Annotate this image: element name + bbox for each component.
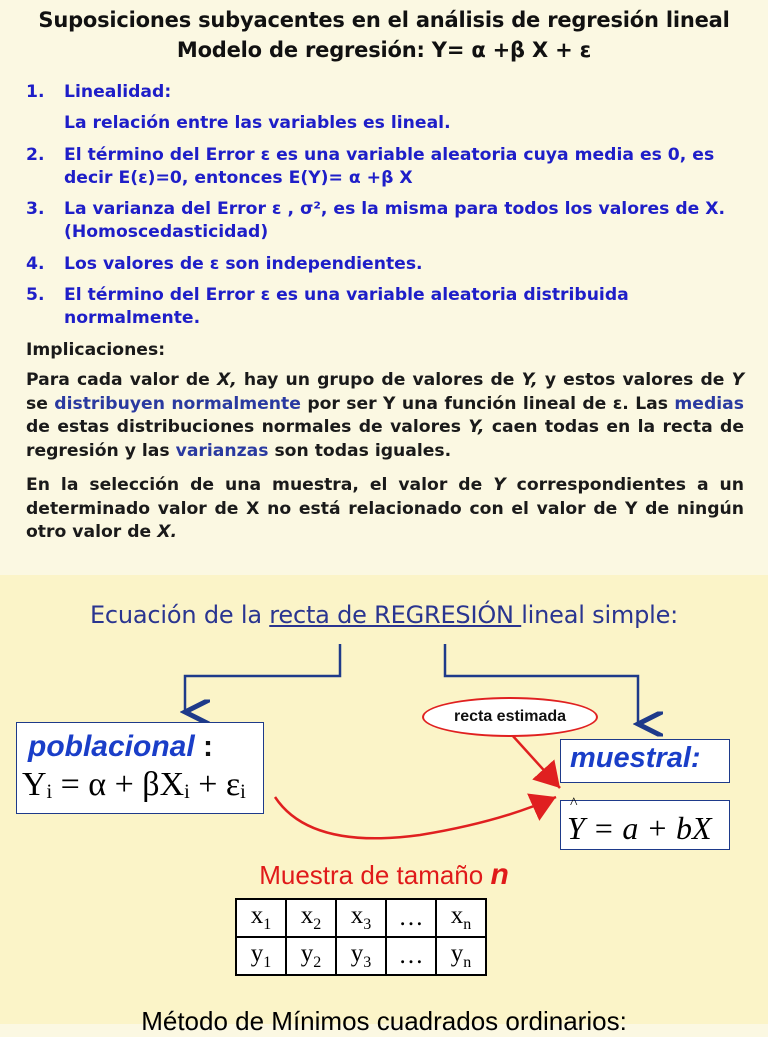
item-text: La varianza del Error ε , σ², es la misma para todos los valores de X. (Homoscedasticidad) <box>64 199 726 242</box>
page-title: Suposiciones subyacentes en el análisis de regresión lineal <box>38 8 730 32</box>
left-connector-arrow <box>185 644 340 712</box>
sample-label: muestral: <box>570 742 701 774</box>
implications-heading: Implicaciones: <box>26 340 166 360</box>
implications-paragraph-2: En la selección de una muestra, el valor de Y correspondientes a un determinado valor de X no está relacionado con el valor de Y de ningún otro valor de X. <box>26 475 744 542</box>
table-cell: $x_1$ <box>236 899 286 937</box>
table-cell: … <box>386 899 436 937</box>
highlight-distribuyen: distribuyen normalmente <box>54 393 301 414</box>
item-number: 5. <box>26 285 45 305</box>
item-number: 2. <box>26 145 45 165</box>
table-cell: $x_n$ <box>436 899 486 937</box>
table-cell: $x_2$ <box>286 899 336 937</box>
item-text: El término del Error ε es una variable aleatoria distribuida normalmente. <box>64 285 629 328</box>
item-text: El término del Error ε es una variable aleatoria cuya media es 0, es decir E(ε)=0, entonces E(Y)= α +β X <box>64 145 715 188</box>
sample-size-caption: Muestra de tamaño n <box>259 858 509 891</box>
truncated-heading: Método de Mínimos cuadrados ordinarios: <box>141 1006 627 1036</box>
table-cell: $x_3$ <box>336 899 386 937</box>
table-row <box>236 899 486 937</box>
table-cell: $y_3$ <box>336 937 386 975</box>
table-cell: $y_1$ <box>236 937 286 975</box>
item-number: 4. <box>26 254 45 274</box>
highlight-varianzas: varianzas <box>175 440 269 461</box>
table-cell: $y_n$ <box>436 937 486 975</box>
population-equation: Yᵢ = α + βXᵢ + εᵢ <box>22 766 246 803</box>
item-number: 1. <box>26 82 45 102</box>
hat-symbol: ^ <box>570 795 578 812</box>
estimated-line-bubble: recta estimada <box>422 697 598 737</box>
estimada-pointer-arrow <box>512 735 560 788</box>
table-cell: $y_2$ <box>286 937 336 975</box>
highlight-medias: medias <box>674 393 744 414</box>
sample-table <box>235 898 487 976</box>
table-row <box>236 937 486 975</box>
sample-equation: Y = a + bX <box>567 810 712 846</box>
population-label: poblacional : <box>28 730 214 763</box>
implications-paragraph-1: Para cada valor de X, hay un grupo de valores de Y, y estos valores de Y se distribuyen normalmente por ser Y una función lineal de ε. Las medias de estas distribuciones normales de valores Y, caen todas en la recta de regresión y las varianzas son todas iguales. <box>26 370 745 461</box>
item-number: 3. <box>26 199 45 219</box>
regression-heading: Ecuación de la recta de REGRESIÓN lineal simple: <box>89 601 679 629</box>
item-subtext: La relación entre las variables es lineal. <box>64 113 451 133</box>
item-text: Linealidad: <box>64 82 172 102</box>
estimation-curve-arrow <box>275 797 556 838</box>
item-text: Los valores de ε son independientes. <box>64 254 423 274</box>
model-title: Modelo de regresión: Y= α +β X + ε <box>176 38 592 62</box>
table-cell: … <box>386 937 436 975</box>
